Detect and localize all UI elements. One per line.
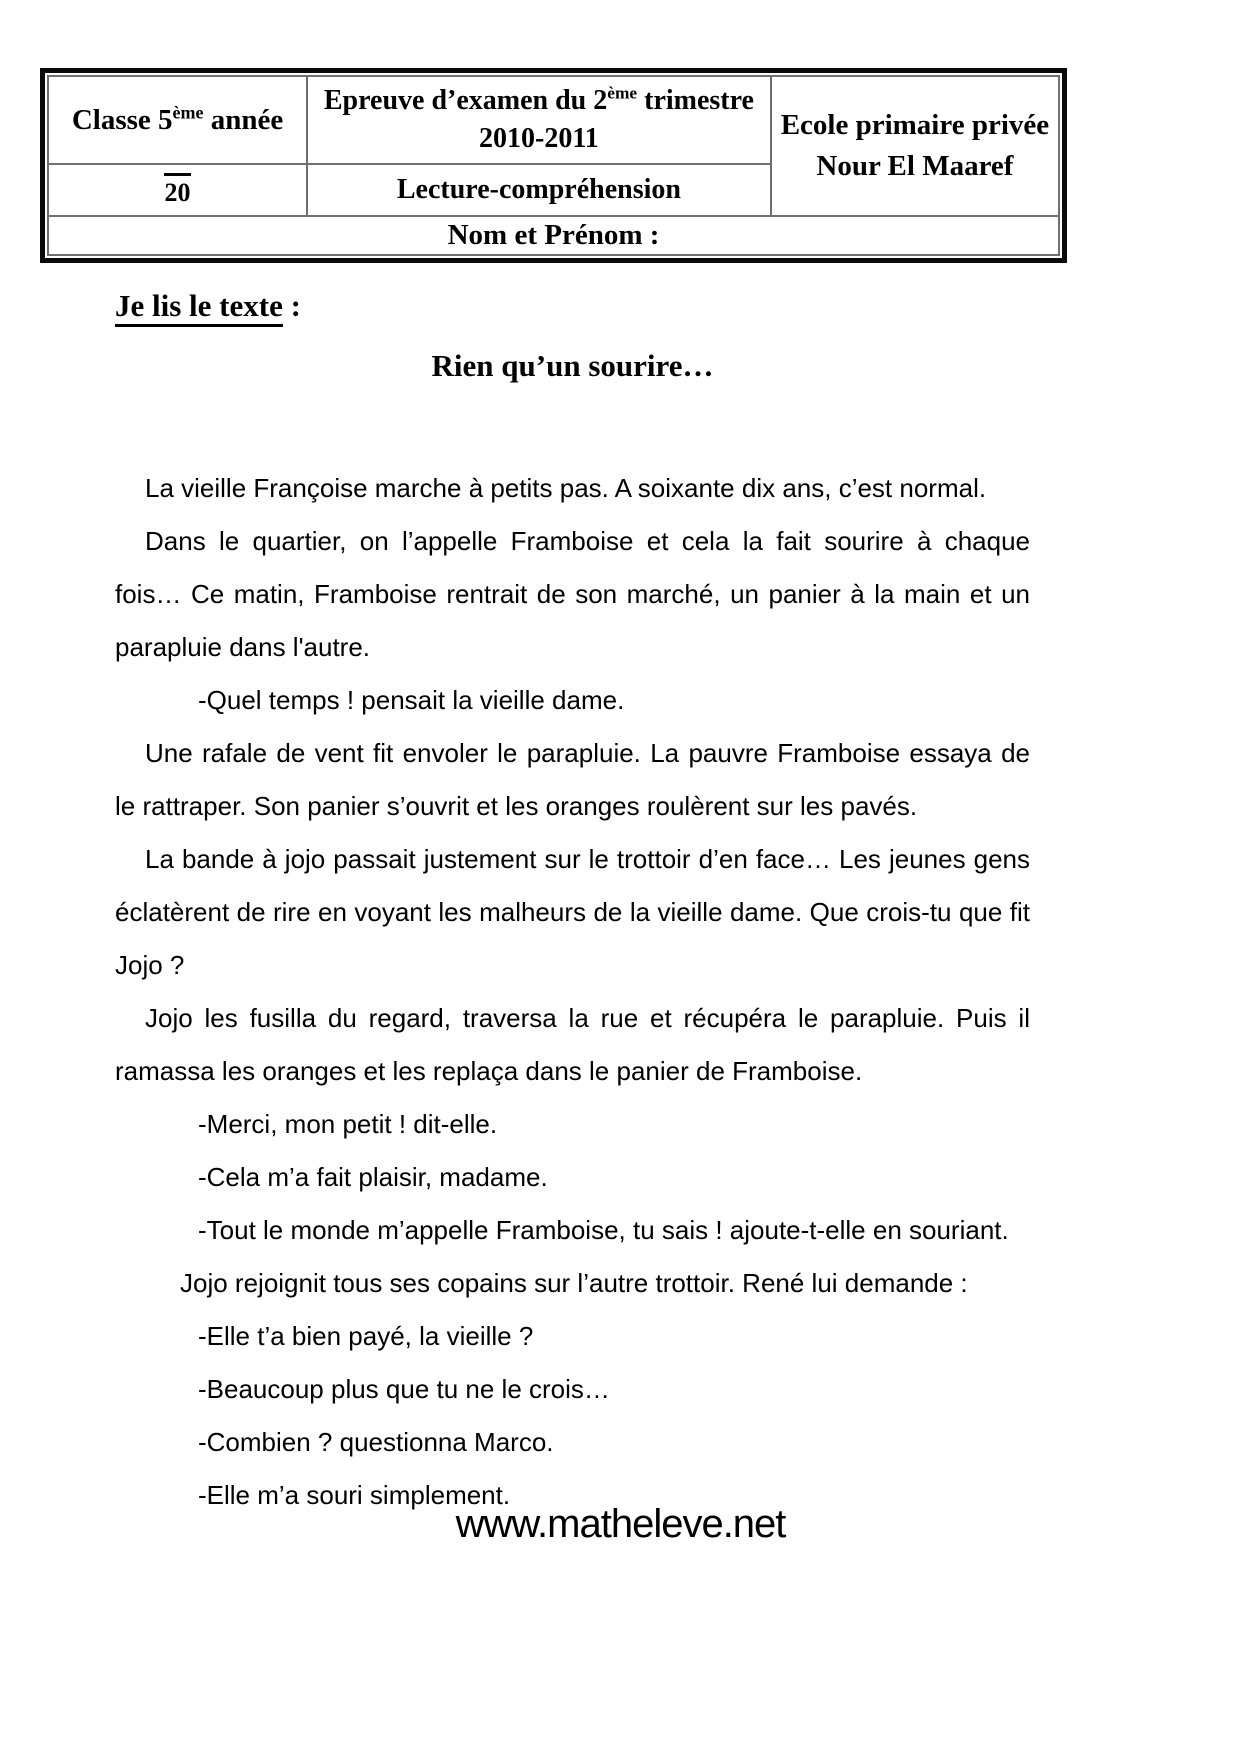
section-heading-colon: : [282,288,301,323]
website-footer: www.matheleve.net [455,1502,786,1546]
text-paragraph: -Elle t’a bien payé, la vieille ? [198,1321,534,1351]
text-paragraph: Une rafale de vent fit envoler le parapluie. La pauvre Framboise essaya de le rattraper. Son panier s’ouvrit et les oranges roulèrent sur les pavés. [115,738,1030,821]
score-blank-line [164,173,191,176]
text-body [115,462,1030,1522]
class-label-prefix: Classe 5 [71,103,173,136]
score-cell [48,164,307,216]
class-label-sup: ème [172,101,204,122]
exam-year: 2010-2011 [479,123,599,154]
header-table [40,68,1067,263]
text-paragraph: Jojo rejoignit tous ses copains sur l’autre trottoir. René lui demande : [180,1268,968,1298]
text-paragraph: -Tout le monde m’appelle Framboise, tu sais ! ajoute-t-elle en souriant. [198,1215,1009,1245]
exam-title-line1: Epreuve d’examen du 2ème trimestre [323,83,754,117]
text-paragraph: -Merci, mon petit ! dit-elle. [198,1109,498,1139]
exam-title-cell [307,76,771,164]
text-paragraph: Jojo les fusilla du regard, traversa la rue et récupéra le parapluie. Puis il ramassa les oranges et les replaça dans le panier de Framboise. [115,1003,1030,1086]
text-paragraph: -Elle m’a souri simplement. [198,1480,511,1510]
header-row-1 [48,76,1059,164]
text-paragraph: -Cela m’a fait plaisir, madame. [198,1162,548,1192]
exam-title-sup: ème [607,83,638,103]
score-denominator: 20 [164,177,191,207]
school-name-line2: Nour El Maaref [816,150,1014,182]
text-title: Rien qu’un sourire… [431,348,714,383]
text-paragraph: -Quel temps ! pensait la vieille dame. [198,685,625,715]
text-paragraph: -Combien ? questionna Marco. [198,1427,554,1457]
score-field [164,173,191,206]
class-cell [48,76,307,164]
school-name-line1: Ecole primaire privée [780,109,1050,142]
text-paragraph: Dans le quartier, on l’appelle Framboise et cela la fait sourire à chaque fois… Ce matin, Framboise rentrait de son marché, un panier à la main et un parapluie dans l'autre. [115,526,1030,662]
school-cell [771,76,1059,216]
section-heading [115,288,301,324]
text-paragraph: La vieille Françoise marche à petits pas. A soixante dix ans, c’est normal. [145,473,987,503]
header-row-3 [48,216,1059,255]
subject-cell: Lecture-compréhension [307,164,771,216]
text-paragraph: La bande à jojo passait justement sur le trottoir d’en face… Les jeunes gens éclatèrent de rire en voyant les malheurs de la vieille dame. Que crois-tu que fit Jojo ? [115,844,1030,980]
text-paragraph: -Beaucoup plus que tu ne le crois… [198,1374,610,1404]
student-name-field: Nom et Prénom : [48,216,1059,255]
section-heading-text: Je lis le texte [115,288,283,327]
class-label-suffix: année [203,103,284,136]
